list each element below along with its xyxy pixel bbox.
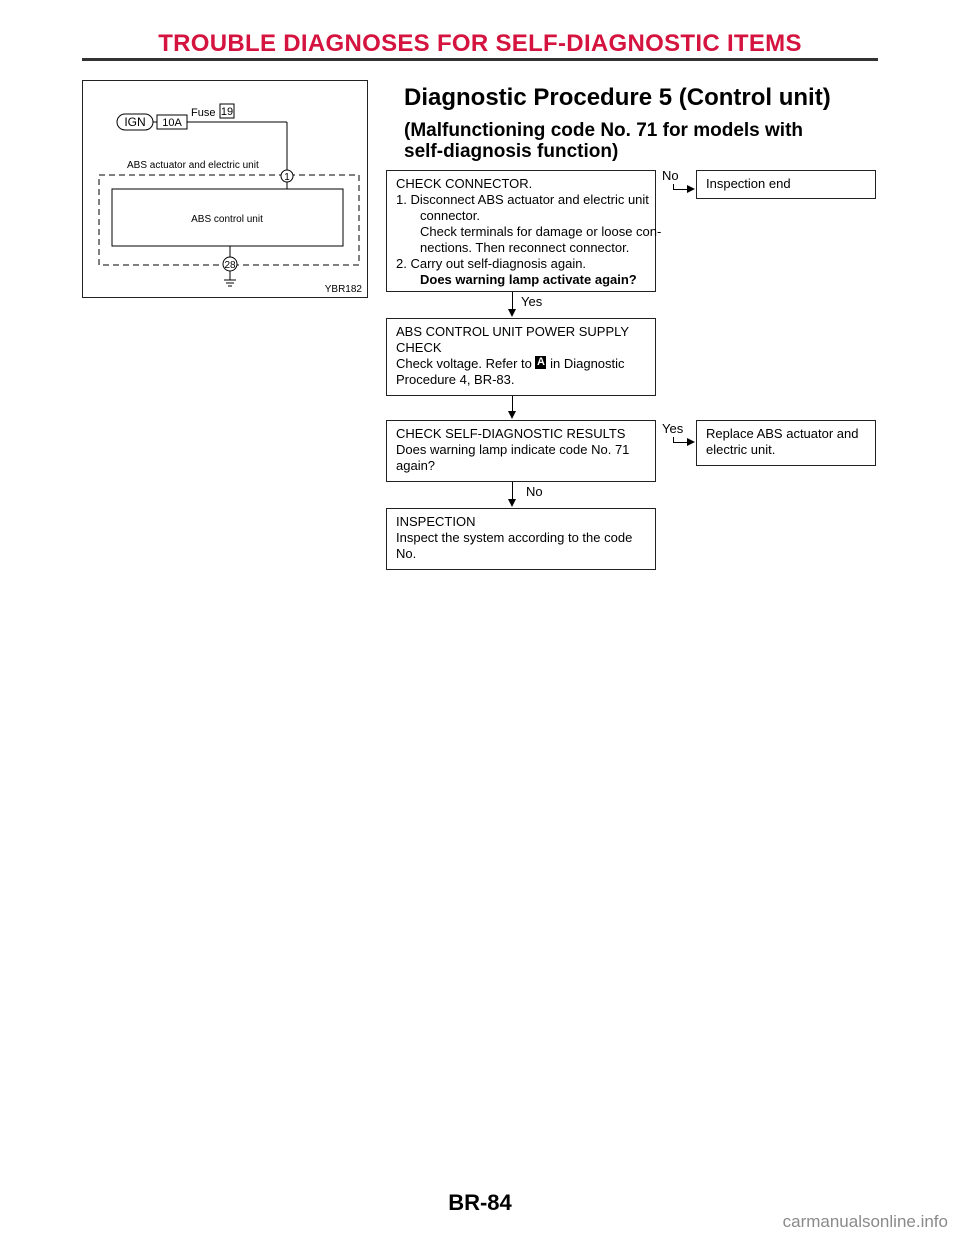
figure-id: YBR182	[324, 284, 362, 295]
wiring-diagram	[82, 80, 368, 298]
step-3-line: again?	[396, 458, 436, 473]
step-1-line: CHECK CONNECTOR.	[396, 176, 533, 191]
page-number: BR-84	[448, 1190, 512, 1215]
step-2-refer-text-2: in Diagnostic	[550, 356, 625, 371]
step-1-line: 1. Disconnect ABS actuator and electric unit	[396, 192, 649, 207]
section-title: Diagnostic Procedure 5 (Control unit)	[404, 84, 831, 111]
step-1-no-label: No	[662, 168, 679, 183]
inspection-end-box	[696, 170, 876, 199]
arrow-down-icon	[508, 309, 516, 317]
step-2-line	[396, 356, 646, 372]
step-3-no-connector	[512, 482, 513, 500]
step-1-no-connector	[673, 189, 687, 190]
step-2-line: ABS CONTROL UNIT POWER SUPPLY	[396, 324, 630, 339]
step-4-line: INSPECTION	[396, 514, 476, 529]
page-header-title: TROUBLE DIAGNOSES FOR SELF-DIAGNOSTIC ITEMS	[158, 30, 802, 57]
step-1-yes-label: Yes	[521, 294, 543, 309]
step-3-box	[386, 420, 656, 482]
fuse-label: Fuse	[191, 107, 216, 119]
section-subtitle-line-2: self-diagnosis function)	[404, 141, 619, 162]
step-1-line: nections. Then reconnect connector.	[420, 240, 630, 255]
step-3-line: Does warning lamp indicate code No. 71	[396, 442, 630, 457]
step-1-line: 2. Carry out self-diagnosis again.	[396, 256, 587, 271]
step-1-box	[386, 170, 662, 292]
replace-unit-line: electric unit.	[706, 442, 776, 457]
inspection-end-label: Inspection end	[706, 176, 791, 191]
ign-label: IGN	[124, 115, 146, 129]
step-2-connector	[512, 396, 513, 412]
replace-unit-box	[696, 420, 876, 466]
section-subtitle-line-1: (Malfunctioning code No. 71 for models with	[404, 120, 804, 141]
watermark: carmanualsonline.info	[782, 1212, 948, 1231]
step-2-refer-text: Check voltage. Refer to	[396, 356, 532, 371]
step-1-line: connector.	[420, 208, 480, 223]
fuse-number: 19	[220, 106, 234, 118]
step-2-line: CHECK	[396, 340, 442, 355]
step-3-yes-label: Yes	[662, 421, 684, 436]
step-3-line: CHECK SELF-DIAGNOSTIC RESULTS	[396, 426, 626, 441]
header-divider	[82, 58, 878, 61]
arrow-right-icon	[687, 185, 695, 193]
arrow-right-icon	[687, 438, 695, 446]
step-3-yes-connector	[673, 442, 687, 443]
step-1-line: Check terminals for damage or loose con-	[420, 224, 662, 239]
section-subtitle	[404, 120, 874, 162]
terminal-28-label: 28	[224, 260, 236, 271]
step-2-box	[386, 318, 656, 396]
replace-unit-line: Replace ABS actuator and	[706, 426, 859, 441]
step-2-line: Procedure 4, BR-83.	[396, 372, 515, 387]
wiring-diagram-svg	[83, 81, 369, 299]
fuse-rating: 10A	[162, 117, 182, 129]
arrow-down-icon	[508, 411, 516, 419]
control-unit-label: ABS control unit	[191, 214, 263, 225]
step-4-line: Inspect the system according to the code	[396, 530, 633, 545]
arrow-down-icon	[508, 499, 516, 507]
step-3-no-label: No	[526, 484, 543, 499]
actuator-label: ABS actuator and electric unit	[127, 160, 259, 171]
step-4-line: No.	[396, 546, 417, 561]
reference-a-icon: A	[537, 356, 545, 368]
terminal-1-label: 1	[284, 172, 290, 183]
step-4-box	[386, 508, 656, 570]
step-1-question: Does warning lamp activate again?	[420, 272, 637, 287]
step-1-yes-connector	[512, 292, 513, 310]
